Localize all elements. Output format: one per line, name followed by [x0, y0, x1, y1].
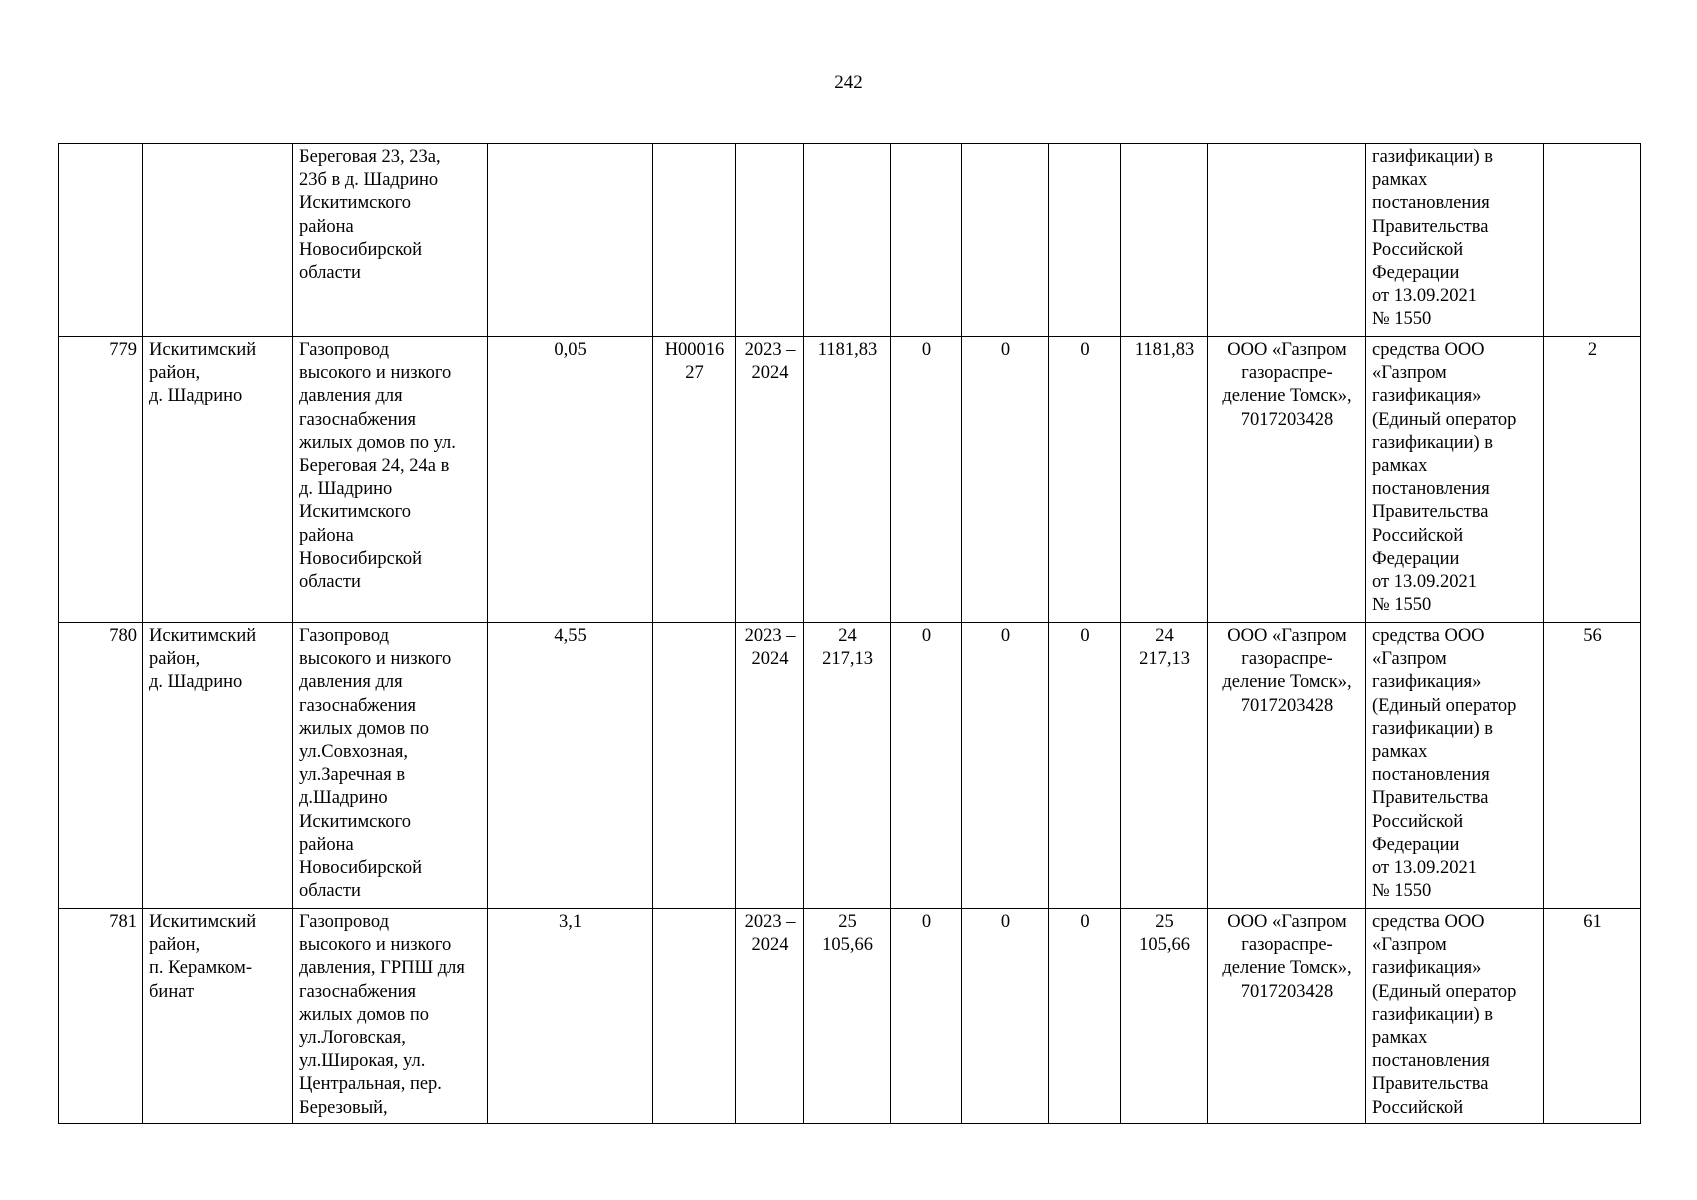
cell-count: 61 [1544, 909, 1641, 1124]
cell-line: Березовый, [299, 1097, 388, 1118]
cell-object [293, 623, 488, 909]
cell-line: давления для [299, 386, 403, 407]
cell-length: 0,05 [488, 337, 653, 623]
cell-number [59, 144, 143, 337]
cell-line: 105,66 [1139, 935, 1190, 956]
cell-line: Российской [1372, 1097, 1464, 1118]
cell-line: Газопровод [299, 912, 390, 932]
cell-line: постановления [1372, 765, 1490, 786]
cell-line: ул.Широкая, ул. [299, 1051, 426, 1072]
cell-line: деление Томск», [1222, 672, 1352, 693]
cell-line: № 1550 [1372, 595, 1432, 616]
cell-line: газификации) в [1372, 147, 1494, 167]
cell-value-b: 0 [962, 337, 1049, 623]
table-row [59, 623, 1641, 909]
cell-line: д.Шадрино [299, 788, 388, 809]
cell-line: Газопровод [299, 340, 390, 360]
cell-number: 779 [59, 337, 143, 623]
cell-line: Новосибирской [299, 548, 423, 569]
cell-number: 780 [59, 623, 143, 909]
cell-line: газификации) в [1372, 432, 1494, 453]
cell-line: области [299, 572, 361, 593]
cell-line: Новосибирской [299, 239, 423, 260]
cell-value-a [891, 144, 962, 337]
cell-line: 23б в д. Шадрино [299, 170, 439, 191]
cell-line: Искитимского [299, 193, 412, 214]
cell-line: газоснабжения [299, 695, 417, 716]
cell-line: газификации) в [1372, 1004, 1494, 1025]
cell-line: давления, ГРПШ для [299, 958, 465, 979]
cell-line: газоснабжения [299, 981, 417, 1002]
cell-value-c: 0 [1049, 909, 1121, 1124]
cell-cost-total [804, 909, 891, 1124]
cell-line: Российской [1372, 525, 1464, 546]
cell-area [143, 337, 293, 623]
cell-cost-total [804, 337, 891, 623]
cell-value-b: 0 [962, 909, 1049, 1124]
cell-line: средства ООО [1372, 340, 1485, 360]
cell-value-b: 0 [962, 623, 1049, 909]
cell-line: Федерации [1372, 834, 1460, 855]
cell-object [293, 144, 488, 337]
cell-line: ООО «Газпром [1227, 912, 1347, 932]
cell-line: ул.Заречная в [299, 765, 406, 786]
cell-line: Российской [1372, 239, 1464, 260]
cell-line: 25 [1155, 912, 1174, 932]
cell-operator [1208, 623, 1366, 909]
cell-area [143, 909, 293, 1124]
cell-line: ул.Совхозная, [299, 742, 408, 763]
cell-line: постановления [1372, 1051, 1490, 1072]
page-number: 242 [834, 72, 863, 93]
cell-line: района [299, 216, 354, 237]
cell-line: области [299, 881, 361, 902]
cell-line: от 13.09.2021 [1372, 572, 1477, 593]
cell-funding [1366, 909, 1544, 1124]
cell-line: (Единый оператор [1372, 981, 1517, 1002]
cell-period [736, 144, 804, 337]
cell-line: газораспре- [1241, 935, 1333, 956]
cell-line: 217,13 [822, 649, 873, 670]
cell-line: 2024 [751, 935, 789, 956]
cell-count: 2 [1544, 337, 1641, 623]
cell-cost-total [804, 144, 891, 337]
cell-line: Искитимский [149, 340, 257, 360]
cell-area [143, 623, 293, 909]
cell-line: Правительства [1372, 788, 1489, 809]
cell-value-c: 0 [1049, 623, 1121, 909]
cell-line: постановления [1372, 193, 1490, 214]
cell-line: средства ООО [1372, 626, 1485, 646]
cell-line: 2023 – [744, 340, 796, 360]
cell-line: газификация» [1372, 958, 1482, 979]
cell-line: рамках [1372, 170, 1428, 191]
cell-operator [1208, 909, 1366, 1124]
table-row [59, 144, 1641, 337]
cell-line: деление Томск», [1222, 386, 1352, 407]
cell-line: Береговая 23, 23а, [299, 147, 441, 167]
cell-line: Газопровод [299, 626, 390, 646]
cell-line: жилых домов по ул. [299, 432, 456, 453]
cell-line: ул.Логовская, [299, 1028, 406, 1049]
cell-line: газификация» [1372, 672, 1482, 693]
cell-line: (Единый оператор [1372, 695, 1517, 716]
cell-line: «Газпром [1372, 649, 1447, 670]
cell-line: Искитимский [149, 912, 257, 932]
cell-value-c [1049, 144, 1121, 337]
cell-number: 781 [59, 909, 143, 1124]
cell-code [653, 337, 736, 623]
cell-line: средства ООО [1372, 912, 1485, 932]
cell-line: д. Шадрино [149, 672, 243, 693]
cell-line: д. Шадрино [149, 386, 243, 407]
cell-line: газоснабжения [299, 409, 417, 430]
cell-cost-total [804, 623, 891, 909]
cell-line: ООО «Газпром [1227, 626, 1347, 646]
cell-object [293, 337, 488, 623]
cell-line: 105,66 [822, 935, 873, 956]
cell-line: района [299, 525, 354, 546]
cell-line: жилых домов по [299, 718, 429, 739]
cell-line: 7017203428 [1240, 409, 1334, 430]
cell-length [488, 144, 653, 337]
cell-cost-other [1121, 909, 1208, 1124]
cell-value-a: 0 [891, 909, 962, 1124]
cell-area [143, 144, 293, 337]
cell-line: 2024 [751, 649, 789, 670]
cell-line: района [299, 834, 354, 855]
cell-value-a: 0 [891, 337, 962, 623]
cell-funding [1366, 144, 1544, 337]
cell-operator [1208, 144, 1366, 337]
cell-line: жилых домов по [299, 1004, 429, 1025]
gasification-table [58, 143, 1641, 1124]
cell-line: газификация» [1372, 386, 1482, 407]
cell-line: 24 [838, 626, 857, 646]
cell-line: Н00016 [664, 340, 725, 360]
cell-line: 2023 – [744, 912, 796, 932]
cell-line: постановления [1372, 479, 1490, 500]
cell-value-c: 0 [1049, 337, 1121, 623]
cell-line: № 1550 [1372, 881, 1432, 902]
cell-operator [1208, 337, 1366, 623]
cell-line: рамках [1372, 742, 1428, 763]
cell-period [736, 909, 804, 1124]
cell-line: от 13.09.2021 [1372, 858, 1477, 879]
cell-line: Новосибирской [299, 858, 423, 879]
cell-line: (Единый оператор [1372, 409, 1517, 430]
cell-cost-other [1121, 337, 1208, 623]
cell-line: «Газпром [1372, 935, 1447, 956]
cell-line: Искитимского [299, 811, 412, 832]
cell-value-b [962, 144, 1049, 337]
table-body [59, 144, 1641, 1124]
cell-line: район, [149, 363, 201, 384]
cell-value-a: 0 [891, 623, 962, 909]
cell-line: 217,13 [1139, 649, 1190, 670]
cell-line: ООО «Газпром [1227, 340, 1347, 360]
cell-line: Федерации [1372, 548, 1460, 569]
cell-length: 3,1 [488, 909, 653, 1124]
cell-line: 25 [838, 912, 857, 932]
cell-funding [1366, 337, 1544, 623]
cell-count: 56 [1544, 623, 1641, 909]
table-row [59, 909, 1641, 1124]
cell-line: район, [149, 649, 201, 670]
cell-line: п. Керамком- [149, 958, 252, 979]
cell-line: Искитимский [149, 626, 257, 646]
cell-line: рамках [1372, 456, 1428, 477]
cell-cost-other [1121, 623, 1208, 909]
cell-line: Центральная, пер. [299, 1074, 442, 1095]
cell-line: д. Шадрино [299, 479, 393, 500]
cell-line: от 13.09.2021 [1372, 286, 1477, 307]
cell-period [736, 623, 804, 909]
cell-line: Федерации [1372, 263, 1460, 284]
cell-line: 2023 – [744, 626, 796, 646]
cell-line: «Газпром [1372, 363, 1447, 384]
table-row [59, 337, 1641, 623]
cell-line: район, [149, 935, 201, 956]
cell-line: Правительства [1372, 502, 1489, 523]
cell-line: 1181,83 [1134, 340, 1195, 360]
cell-count [1544, 144, 1641, 337]
cell-line: 7017203428 [1240, 981, 1334, 1002]
cell-line: рамках [1372, 1028, 1428, 1049]
cell-line: Правительства [1372, 1074, 1489, 1095]
cell-line: Береговая 24, 24а в [299, 456, 450, 477]
cell-line: Правительства [1372, 216, 1489, 237]
cell-code [653, 144, 736, 337]
cell-length: 4,55 [488, 623, 653, 909]
cell-cost-other [1121, 144, 1208, 337]
cell-line: Российской [1372, 811, 1464, 832]
cell-line: газификации) в [1372, 718, 1494, 739]
cell-line: 1181,83 [817, 340, 878, 360]
cell-funding [1366, 623, 1544, 909]
cell-line: 27 [685, 363, 704, 384]
cell-line: Искитимского [299, 502, 412, 523]
cell-line: газораспре- [1241, 363, 1333, 384]
cell-line: № 1550 [1372, 309, 1432, 330]
cell-period [736, 337, 804, 623]
cell-line: бинат [149, 981, 195, 1002]
cell-line: высокого и низкого [299, 649, 452, 670]
cell-code [653, 623, 736, 909]
cell-line: 2024 [751, 363, 789, 384]
cell-object [293, 909, 488, 1124]
cell-line: высокого и низкого [299, 363, 452, 384]
cell-code [653, 909, 736, 1124]
cell-line: газораспре- [1241, 649, 1333, 670]
cell-line: области [299, 263, 361, 284]
cell-line: 7017203428 [1240, 695, 1334, 716]
cell-line: деление Томск», [1222, 958, 1352, 979]
cell-line: высокого и низкого [299, 935, 452, 956]
cell-line: 24 [1155, 626, 1174, 646]
cell-line: давления для [299, 672, 403, 693]
